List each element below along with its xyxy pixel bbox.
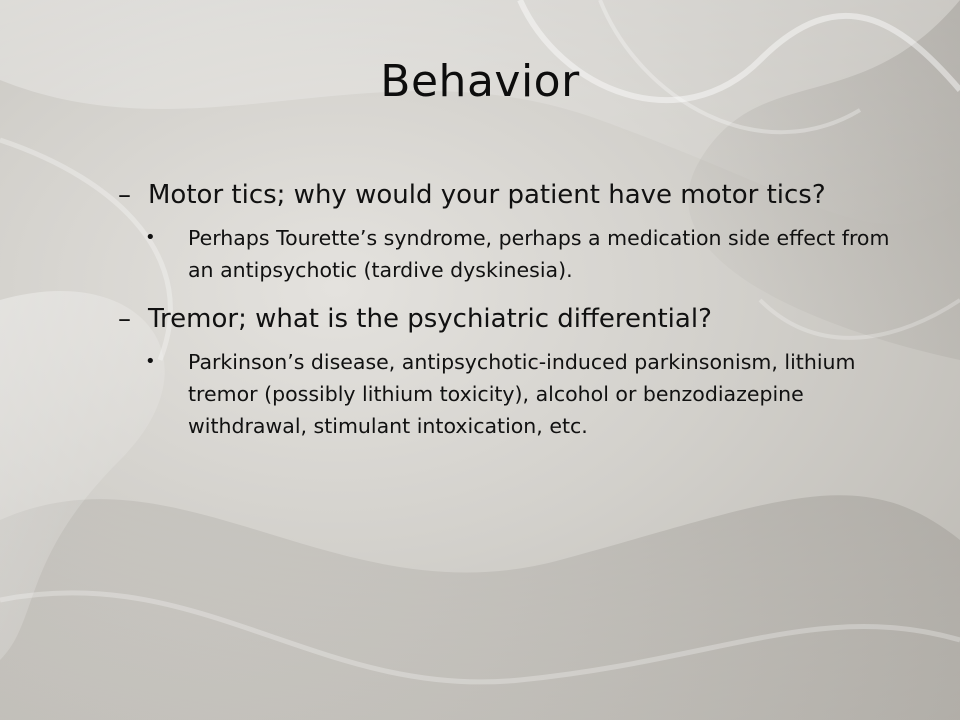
- list-item: [0, 222, 960, 286]
- bullet-marker: •: [145, 227, 156, 248]
- list-item-text: Perhaps Tourette’s syndrome, perhaps a medication side effect from an antipsychotic (tardive dyskinesia).: [188, 226, 890, 282]
- list-item: [0, 176, 960, 214]
- bullet-list: [0, 176, 960, 456]
- dash-marker: –: [118, 180, 131, 210]
- bullet-marker: •: [145, 351, 156, 372]
- dash-marker: –: [118, 304, 131, 334]
- list-item: [0, 346, 960, 442]
- list-item-text: Parkinson’s disease, antipsychotic-induced parkinsonism, lithium tremor (possibly lithium toxicity), alcohol or benzodiazepine withdrawal, stimulant intoxication, etc.: [188, 350, 856, 438]
- list-item-text: Tremor; what is the psychiatric differential?: [148, 304, 712, 334]
- list-item: [0, 300, 960, 338]
- slide-title: Behavior: [380, 56, 580, 107]
- list-item-text: Motor tics; why would your patient have motor tics?: [148, 180, 826, 210]
